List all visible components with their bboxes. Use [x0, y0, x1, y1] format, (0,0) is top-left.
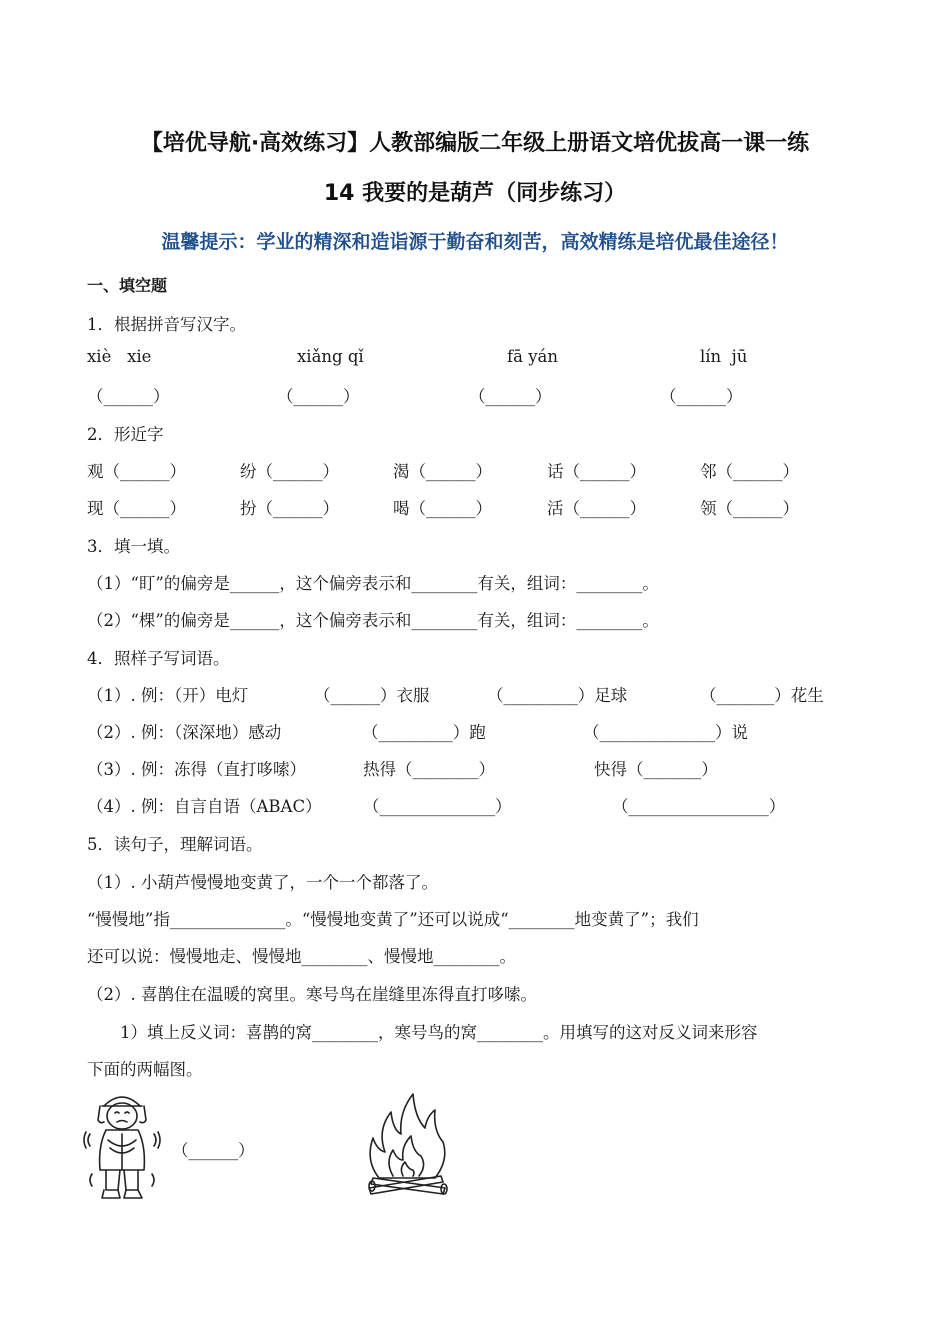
question-4-line-3: [87, 756, 867, 780]
question-4-line-4: [87, 793, 867, 817]
answer-blank[interactable]: （______）: [469, 387, 552, 406]
example-text: （3）. 例：冻得（直打哆嗦）: [87, 760, 306, 779]
answer-blank[interactable]: （______）: [660, 387, 743, 406]
question-3-line-2[interactable]: （2）“棵”的偏旁是______，这个偏旁表示和________有关，组词：________。: [87, 611, 659, 630]
answer-blank[interactable]: （_________）跑: [362, 723, 486, 742]
pinyin-item: fā yán: [507, 347, 558, 366]
example-text: （2）. 例：（深深地）感动: [87, 723, 282, 742]
pinyin-item: lín jū: [700, 347, 748, 366]
answer-blank[interactable]: （______）衣服: [314, 686, 430, 705]
answer-blank[interactable]: （_______）花生: [700, 686, 824, 705]
answer-blank[interactable]: 热得（________）: [363, 760, 495, 779]
question-3-line-1[interactable]: （1）“盯”的偏旁是______，这个偏旁表示和________有关，组词：________。: [87, 574, 659, 593]
char-row-1: [87, 458, 867, 482]
question-5-part-1-line-2[interactable]: 还可以说：慢慢地走、慢慢地________、慢慢地________。: [87, 947, 516, 966]
char-item[interactable]: 活（______）: [547, 499, 646, 518]
pinyin-item: xiǎng qǐ: [297, 347, 364, 366]
image-answer-blank[interactable]: （______）: [172, 1141, 255, 1160]
question-5-part-2-line-2: 下面的两幅图。: [87, 1060, 203, 1079]
question-1-prompt: 1．根据拼音写汉字。: [87, 315, 246, 334]
lesson-title: 14 我要的是葫芦（同步练习）: [323, 181, 627, 206]
shivering-person-illustration: [82, 1086, 162, 1206]
section-heading: 一、填空题: [87, 276, 168, 295]
tip-banner: 温馨提示：学业的精深和造诣源于勤奋和刻苦，高效精练是培优最佳途径！: [161, 231, 789, 253]
question-5-part-1: （1）. 小葫芦慢慢地变黄了，一个一个都落了。: [87, 873, 438, 892]
char-item[interactable]: 现（______）: [87, 499, 186, 518]
campfire-illustration: [357, 1090, 457, 1202]
answer-blank[interactable]: （_________________）: [612, 797, 786, 816]
char-item[interactable]: 喝（______）: [393, 499, 492, 518]
question-4-prompt: 4．照样子写词语。: [87, 649, 230, 668]
example-text: （1）. 例：（开）电灯: [87, 686, 249, 705]
char-row-2: [87, 495, 867, 519]
question-3-prompt: 3．填一填。: [87, 537, 180, 556]
char-item[interactable]: 纷（______）: [240, 462, 339, 481]
question-4-line-1: [87, 682, 867, 706]
answer-blank-row: [87, 383, 867, 407]
question-4-line-2: [87, 719, 867, 743]
document-title: 【培优导航·高效练习】人教部编版二年级上册语文培优拔高一课一练: [140, 131, 810, 156]
char-item[interactable]: 扮（______）: [240, 499, 339, 518]
answer-blank[interactable]: （______）: [277, 387, 360, 406]
question-5-part-2-line-1[interactable]: 1）填上反义词：喜鹊的窝________，寒号鸟的窝________。用填写的这对反义词来形容: [120, 1023, 758, 1042]
char-item[interactable]: 话（______）: [547, 462, 646, 481]
pinyin-item: xiè xie: [87, 347, 152, 366]
answer-blank[interactable]: （______________）: [363, 797, 512, 816]
answer-blank[interactable]: 快得（_______）: [594, 760, 718, 779]
question-2-prompt: 2．形近字: [87, 425, 164, 444]
question-5-prompt: 5．读句子，理解词语。: [87, 835, 263, 854]
char-item[interactable]: 渴（______）: [393, 462, 492, 481]
answer-blank[interactable]: （______________）说: [583, 723, 748, 742]
answer-blank[interactable]: （_________）足球: [487, 686, 628, 705]
pinyin-row: [87, 347, 867, 371]
question-5-part-2: （2）. 喜鹊住在温暖的窝里。寒号鸟在崖缝里冻得直打哆嗦。: [87, 985, 537, 1004]
char-item[interactable]: 领（______）: [700, 499, 799, 518]
example-text: （4）. 例：自言自语（ABAC）: [87, 797, 322, 816]
char-item[interactable]: 观（______）: [87, 462, 186, 481]
question-5-part-1-line-1[interactable]: “慢慢地”指______________。“慢慢地变黄了”还可以说成“________地变黄了”；我们: [87, 910, 699, 929]
char-item[interactable]: 邻（______）: [700, 462, 799, 481]
answer-blank[interactable]: （______）: [87, 387, 170, 406]
